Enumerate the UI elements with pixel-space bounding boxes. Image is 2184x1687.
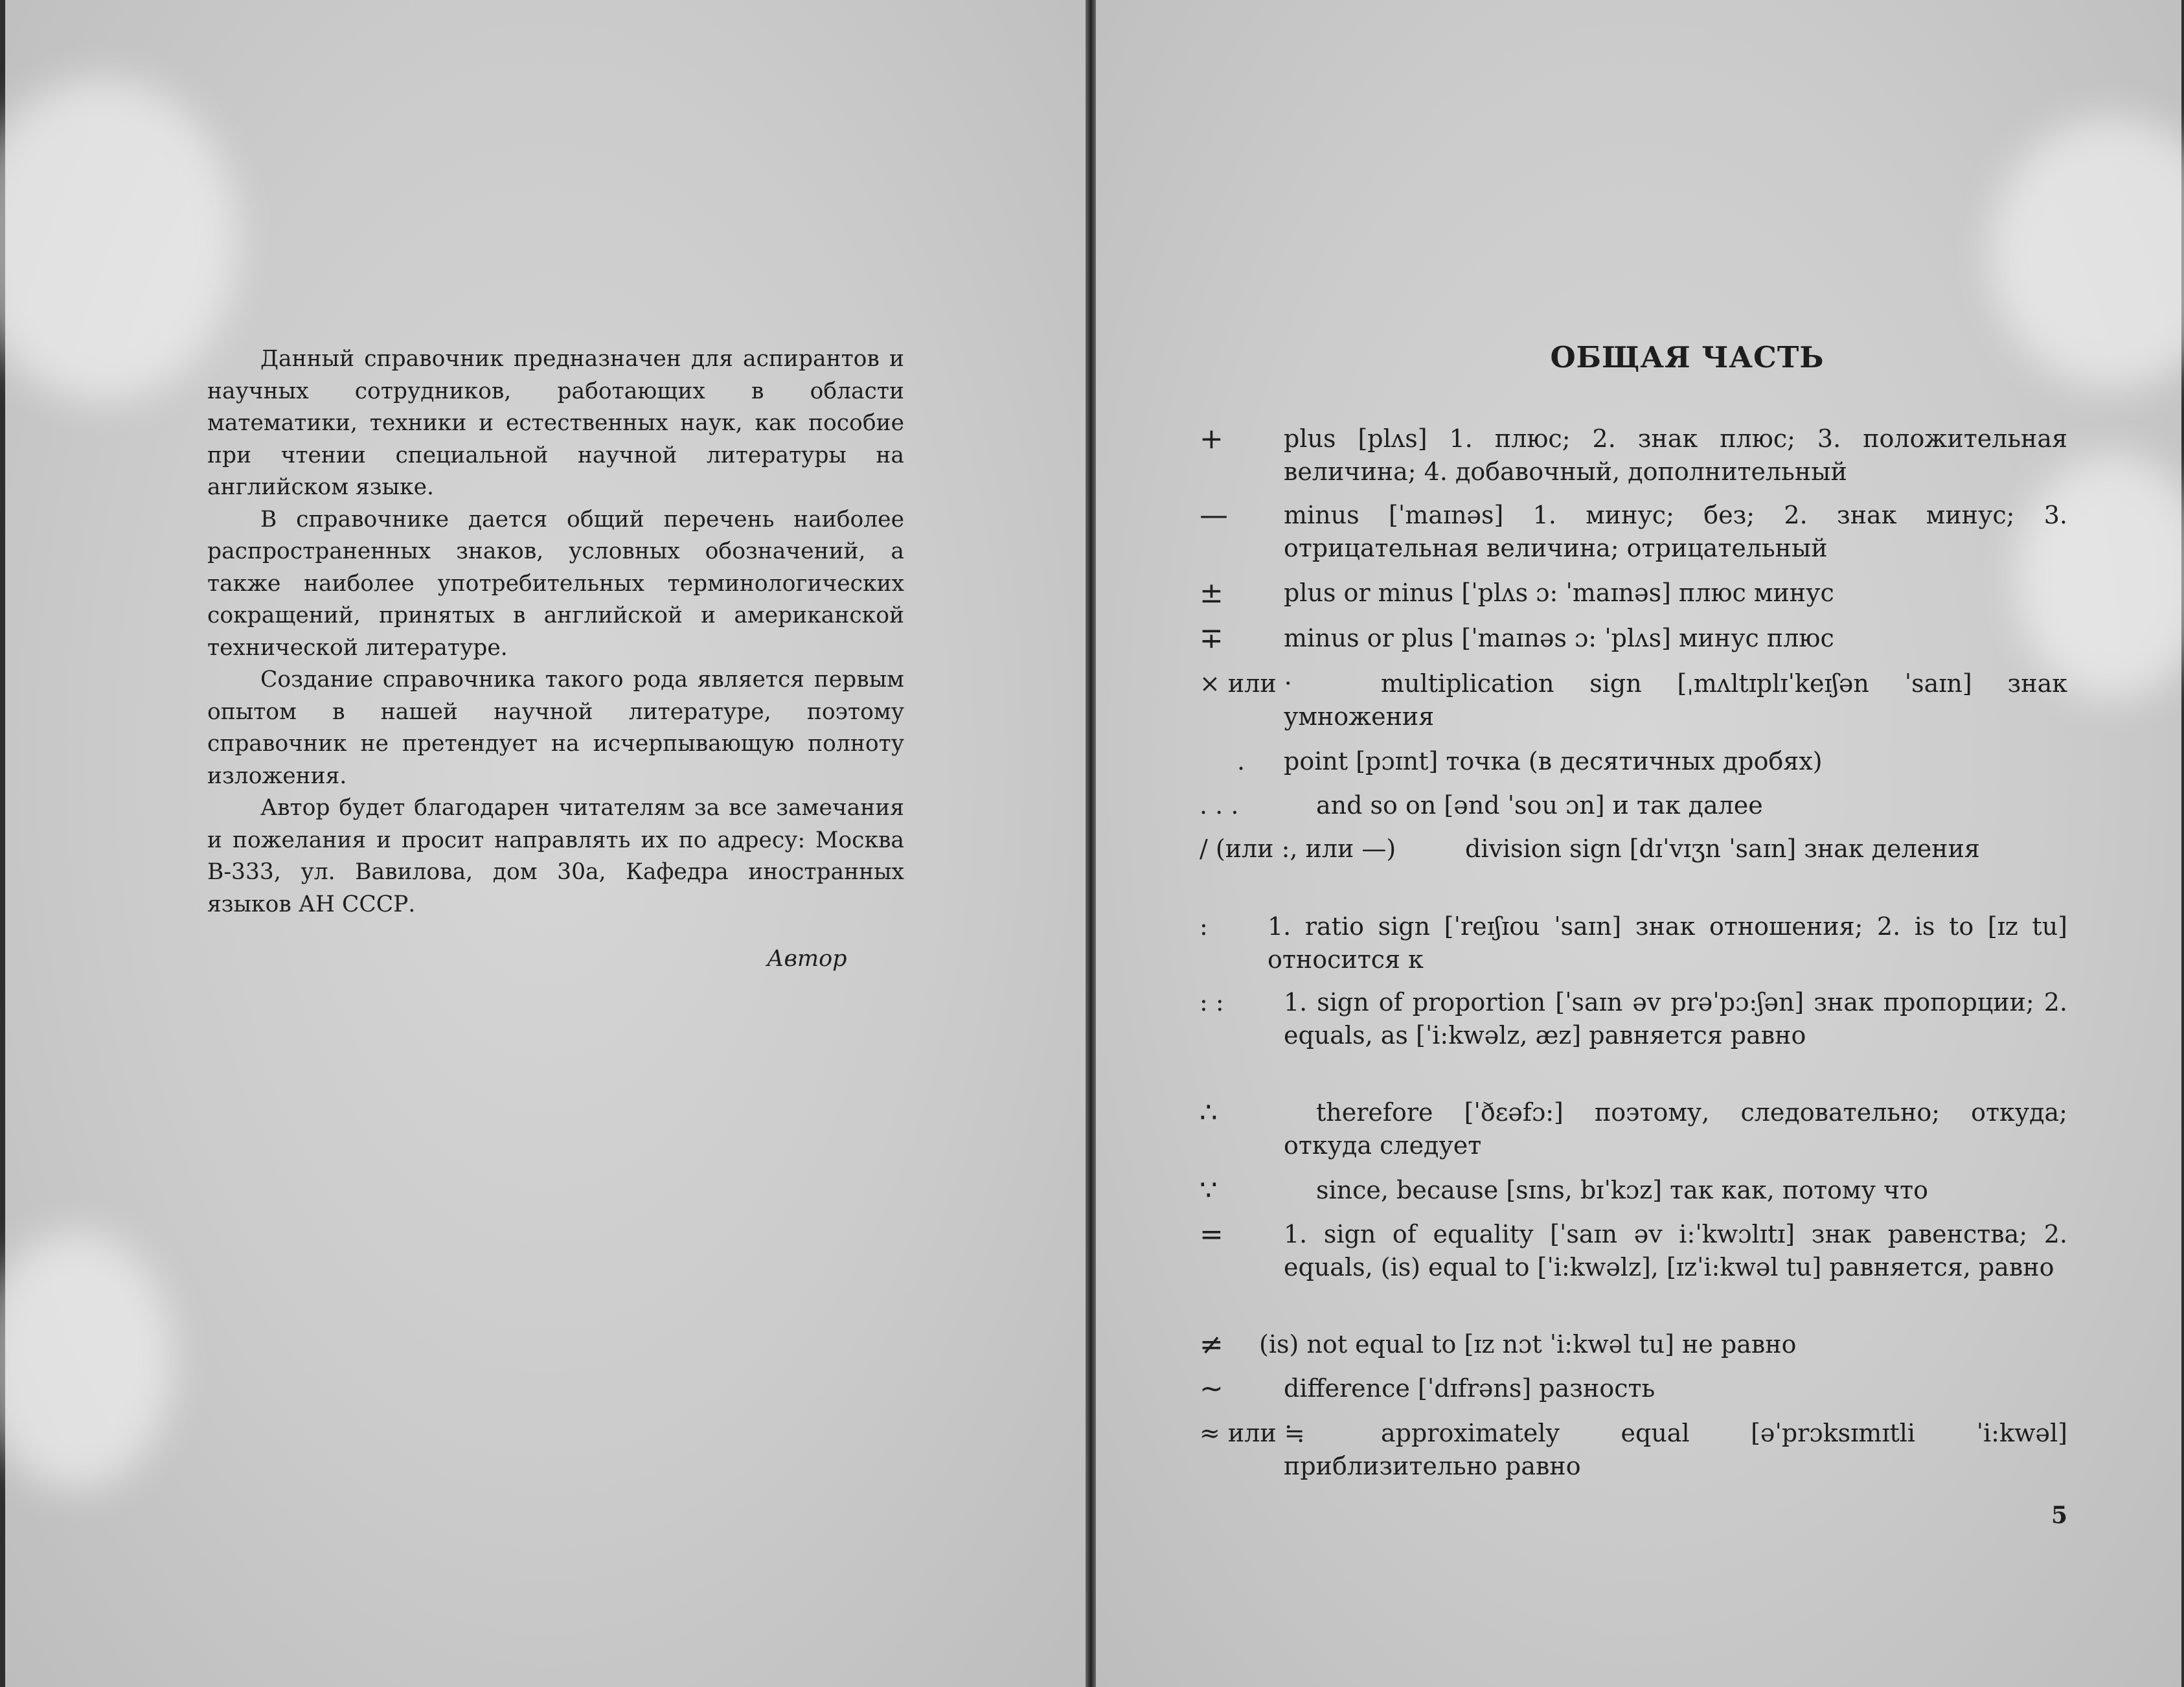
proportion-symbol: : : [1200,988,1224,1016]
section-title: ОБЩАЯ ЧАСТЬ [1550,340,1825,374]
plus-symbol: + [1200,422,1223,455]
entry-proportion [1200,986,2067,1090]
multiplication-symbol: × или · [1200,669,1292,698]
entry-approximately-equal [1200,1417,2067,1488]
entry-minus [1200,499,2067,570]
entry-text: difference [ˈdɪfrəns] разность [1284,1374,1655,1403]
preface [207,343,904,921]
entry-difference [1200,1372,2067,1408]
entry-text: therefore [ˈðɛəfɔ:] поэтому, следовательно; откуда; откуда следует [1284,1098,2067,1160]
page-number: 5 [2051,1502,2068,1529]
book-gutter [1086,0,1096,1687]
ellipsis-symbol: . . . [1200,791,1239,820]
entry-and-so-on [1200,789,2067,825]
preface-paragraph-1: Данный справочник предназначен для аспирантов и научных сотрудников, работающих в области математики, техники и естественных наук, как пособие при чтении специальной научной литературы на английском языке. [207,346,904,500]
entry-text: 1. sign of equality [ˈsaɪn əv i:ˈkwɔlɪtɪ] знак равенства; 2. equals, (is) equal to [ˈi:kwəlz], [ɪzˈi:kwəl tu] равняется, равно [1284,1220,2067,1281]
author-signature: Автор [767,946,847,972]
entry-text: (is) not equal to [ɪz nɔt ˈi:kwəl tu] не равно [1259,1330,1797,1359]
entry-text: division sign [dɪˈvɪʒn ˈsaɪn] знак деления [1465,834,1980,863]
entry-text: and so on [ənd ˈsou ɔn] и так далее [1316,791,1763,820]
tilde-symbol: ∼ [1200,1372,1223,1405]
entry-division [1200,832,2067,904]
left-page [5,0,1086,1687]
entry-text: minus [ˈmaɪnəs] 1. минус; без; 2. знак минус; 3. отрицательная величина; отрицательный [1284,501,2067,562]
entry-text: plus or minus [ˈplʌs ɔ: ˈmaɪnəs] плюс минус [1284,579,1834,607]
entry-minus-or-plus [1200,622,2067,658]
division-symbol: / (или :, или —) [1200,834,1396,863]
not-equal-symbol: ≠ [1200,1328,1223,1361]
preface-paragraph-4: Автор будет благодарен читателям за все замечания и пожелания и просит направлять их по адресу: Москва В-333, ул. Вавилова, дом 30а, Кафедра иностранных языков АН СССР. [207,795,904,917]
entry-text: minus or plus [ˈmaɪnəs ɔ: ˈplʌs] минус плюс [1284,624,1834,652]
entry-since [1200,1174,2067,1210]
entry-text: since, because [sɪns, bɪˈkɔz] так как, потому что [1316,1176,1929,1204]
entry-point [1200,745,2067,781]
right-page [1096,0,2181,1687]
therefore-symbol: ∴ [1200,1096,1218,1129]
entry-ratio [1200,910,2067,981]
entry-text: point [pɔɪnt] точка (в десятичных дробях) [1284,747,1823,775]
entry-text: 1. sign of proportion [ˈsaɪn əv prəˈpɔ:ʃən] знак пропорции; 2. equals, as [ˈi:kwəlz, æz] равняется равно [1284,988,2067,1050]
because-symbol: ∵ [1200,1174,1218,1207]
ratio-symbol: : [1200,912,1208,941]
entry-text: plus [plʌs] 1. плюс; 2. знак плюс; 3. положительная величина; 4. добавочный, дополнительный [1284,424,2067,486]
entry-equality [1200,1218,2067,1322]
entry-plus [1200,422,2067,494]
plus-minus-symbol: ± [1200,577,1223,610]
minus-symbol: — [1200,499,1228,532]
preface-paragraph-2: В справочнике дается общий перечень наиболее распространенных знаков, условных обозначений, а также наиболее употребительных терминологических сокращений, принятых в английской и американской технической литературе. [207,506,904,661]
approx-equal-symbol: ≈ или ≒ [1200,1419,1305,1447]
equals-symbol: = [1200,1218,1223,1251]
point-symbol: . [1237,747,1246,775]
entry-not-equal [1200,1328,2067,1364]
entry-text: 1. ratio sign [ˈreɪʃɪou ˈsaɪn] знак отношения; 2. is to [ɪz tu] относится к [1268,912,2067,974]
minus-plus-symbol: ∓ [1200,622,1223,655]
entry-plus-or-minus [1200,577,2067,612]
entry-text: approximately equal [əˈprɔksɪmɪtli ˈi:kwəl] приблизительно равно [1284,1419,2067,1480]
entry-text: multiplication sign [ˌmʌltɪplɪˈkeɪʃən ˈsaɪn] знак умножения [1284,669,2067,731]
entry-therefore [1200,1096,2067,1167]
entry-multiplication [1200,667,2067,739]
preface-paragraph-3: Создание справочника такого рода является первым опытом в нашей научной литературе, поэтому справочник не претендует на исчерпывающую полноту изложения. [207,667,904,789]
